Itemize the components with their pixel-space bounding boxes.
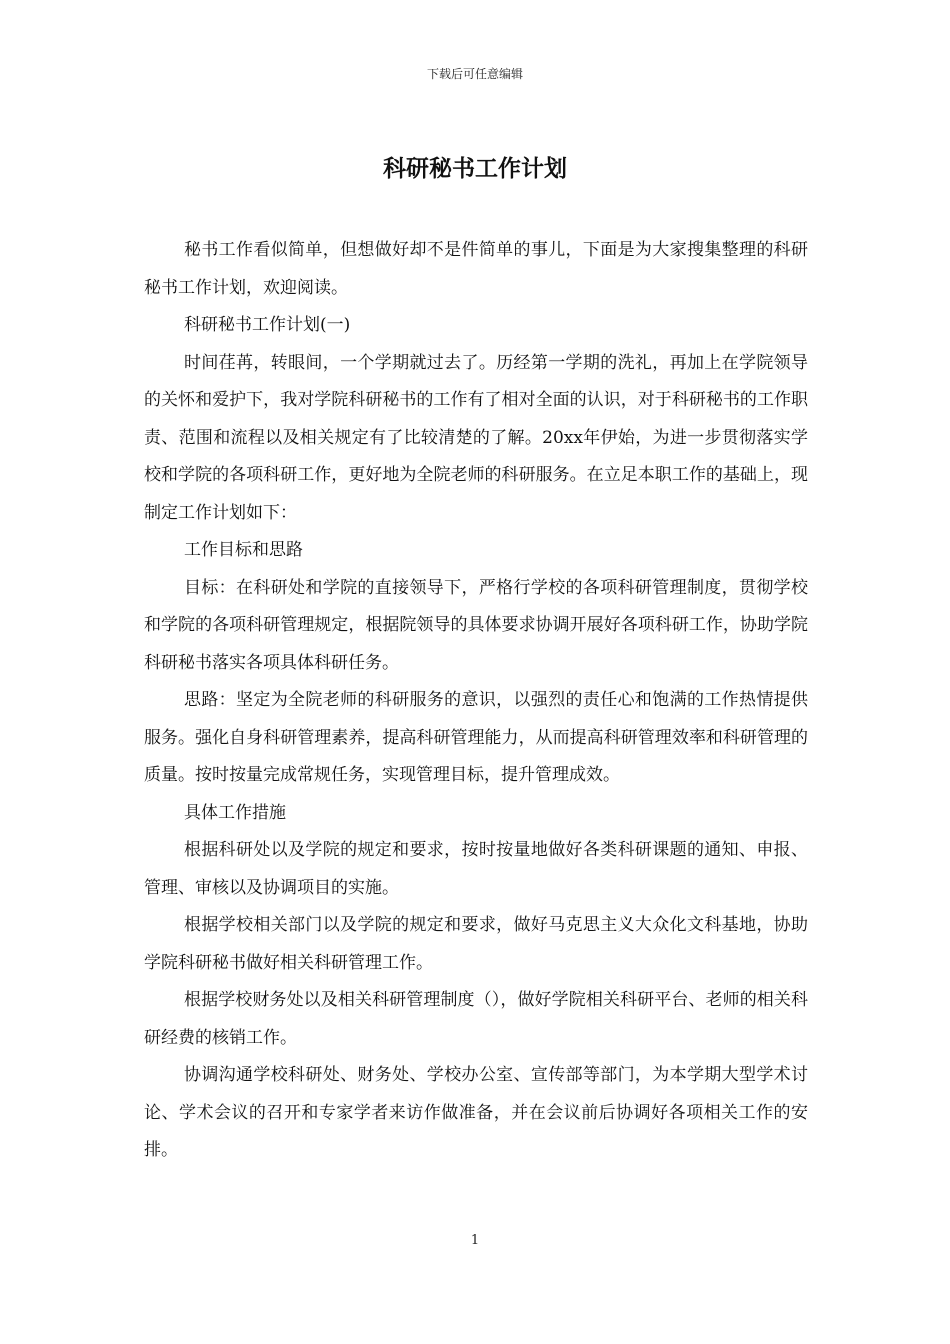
section-heading-goals: 工作目标和思路	[184, 540, 303, 560]
section-heading-plan-one: 科研秘书工作计划(一)	[184, 315, 351, 335]
body-paragraph: 协调沟通学校科研处、财务处、学校办公室、宣传部等部门，为本学期大型学术讨论、学术会议的召开和专家学者来访作做准备，并在会议前后协调好各项相关工作的安排。	[144, 1065, 808, 1160]
page-number: 1	[470, 1233, 480, 1248]
body-paragraph: 目标：在科研处和学院的直接领导下，严格行学校的各项科研管理制度，贯彻学校和学院的各项科研管理规定，根据院领导的具体要求协调开展好各项科研工作，协助学院科研秘书落实各项具体科研任务。	[144, 577, 808, 673]
body-paragraph: 时间荏苒，转眼间，一个学期就过去了。历经第一学期的洗礼，再加上在学院领导的关怀和爱护下，我对学院科研秘书的工作有了相对全面的认识，对于科研秘书的工作职责、范围和流程以及相关规定有了比较清楚的了解。20xx年伊始，为进一步贯彻落实学校和学院的各项科研工作，更好地为全院老师的科研服务。在立足本职工作的基础上，现制定工作计划如下：	[144, 352, 808, 523]
body-paragraph: 根据学校财务处以及相关科研管理制度（），做好学院相关科研平台、老师的相关科研经费的核销工作。	[144, 990, 808, 1048]
header-note: 下载后可任意编辑	[426, 67, 523, 81]
document-body	[144, 232, 808, 1170]
body-paragraph: 根据科研处以及学院的规定和要求，按时按量地做好各类科研课题的通知、申报、管理、审核以及协调项目的实施。	[144, 840, 808, 898]
document-title: 科研秘书工作计划	[383, 155, 567, 182]
body-paragraph: 思路：坚定为全院老师的科研服务的意识，以强烈的责任心和饱满的工作热情提供服务。强化自身科研管理素养，提高科研管理能力，从而提高科研管理效率和科研管理的质量。按时按量完成常规任务，实现管理目标，提升管理成效。	[144, 690, 808, 785]
body-paragraph: 根据学校相关部门以及学院的规定和要求，做好马克思主义大众化文科基地，协助学院科研秘书做好相关科研管理工作。	[144, 915, 808, 973]
intro-paragraph: 秘书工作看似简单，但想做好却不是件简单的事儿，下面是为大家搜集整理的科研秘书工作计划，欢迎阅读。	[144, 240, 808, 298]
section-heading-measures: 具体工作措施	[184, 802, 286, 823]
